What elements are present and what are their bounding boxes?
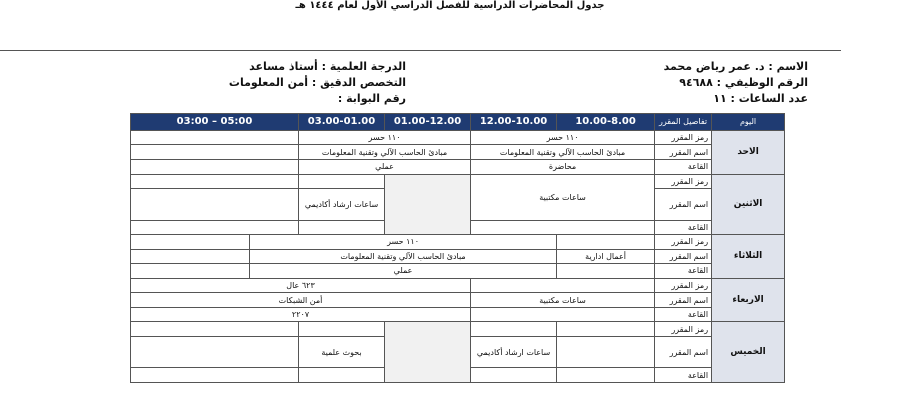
empty-cell [557, 336, 655, 368]
hours-count: عدد الساعات : ١١ [713, 92, 808, 105]
empty-cell [131, 336, 299, 368]
row-label-name: اسم المقرر [655, 189, 712, 221]
table-row [131, 174, 785, 189]
empty-cell [131, 189, 299, 221]
wed-office: ساعات مكتبية [471, 293, 655, 308]
wed-code: ٦٢٣ عال [131, 278, 471, 293]
empty-cell [131, 368, 299, 383]
header-slot-5: 05:00 – 03:00 [131, 114, 299, 131]
row-label-name: اسم المقرر [655, 293, 712, 308]
empty-cell [131, 160, 299, 175]
empty-cell [557, 368, 655, 383]
row-label-code: رمز المقرر [655, 278, 712, 293]
empty-cell [299, 368, 385, 383]
empty-cell [131, 174, 299, 189]
table-row [131, 293, 785, 308]
sun-name-a: مبادئ الحاسب الآلي وتقنية المعلومات [471, 145, 655, 160]
header-slot-3: 01.00-12.00 [385, 114, 471, 131]
header-divider [0, 50, 841, 51]
tue-admin: أعمال ادارية [557, 249, 655, 264]
table-row [131, 307, 785, 322]
table-row [131, 130, 785, 145]
empty-cell [471, 278, 655, 293]
row-label-code: رمز المقرر [655, 322, 712, 337]
header-details: تفاصيل المقرر [655, 114, 712, 131]
instructor-name: الاسم : د. عمر رياض محمد [663, 60, 808, 73]
empty-cell [299, 220, 385, 235]
job-number: الرقم الوظيفي : ٩٤٦٨٨ [679, 76, 808, 89]
row-label-code: رمز المقرر [655, 130, 712, 145]
header-slot-1: 10.00-8.00 [557, 114, 655, 131]
empty-cell [131, 145, 299, 160]
sun-code-a: ١١٠ حسر [471, 130, 655, 145]
sun-room-a: محاضرة [471, 160, 655, 175]
sun-code-b: ١١٠ حسر [299, 130, 471, 145]
empty-cell [557, 322, 655, 337]
row-label-room: القاعة [655, 220, 712, 235]
row-label-name: اسم المقرر [655, 249, 712, 264]
day-tuesday: الثلاثاء [712, 235, 785, 279]
mon-office: ساعات مكتبية [471, 174, 655, 220]
row-label-name: اسم المقرر [655, 145, 712, 160]
row-label-code: رمز المقرر [655, 235, 712, 250]
tue-code: ١١٠ حسر [250, 235, 557, 250]
header-slot-4: 03.00-01.00 [299, 114, 385, 131]
tue-room: عملي [250, 264, 557, 279]
table-row [131, 145, 785, 160]
empty-cell [557, 264, 655, 279]
gate-number: رقم البوابة : [337, 92, 406, 105]
row-label-room: القاعة [655, 264, 712, 279]
day-wednesday: الاربعاء [712, 278, 785, 322]
specialty: التخصص الدقيق : أمن المعلومات [228, 76, 406, 89]
empty-cell [557, 235, 655, 250]
day-monday: الاثنين [712, 174, 785, 235]
row-label-code: رمز المقرر [655, 174, 712, 189]
table-row [131, 264, 785, 279]
empty-cell [131, 235, 250, 250]
schedule-table [130, 113, 785, 383]
page-title: جدول المحاضرات الدراسية للفصل الدراسي الأول لعام ١٤٤٤ هـ [295, 0, 605, 11]
wed-name: أمن الشبكات [131, 293, 471, 308]
wed-room: ٢٢٠٧ [131, 307, 471, 322]
table-row [131, 160, 785, 175]
table-row [131, 235, 785, 250]
tue-name: مبادئ الحاسب الآلي وتقنية المعلومات [250, 249, 557, 264]
empty-cell [131, 220, 299, 235]
thu-advising: ساعات ارشاد أكاديمي [471, 336, 557, 368]
empty-cell [131, 264, 250, 279]
header-day: اليوم [712, 114, 785, 131]
empty-cell [299, 322, 385, 337]
empty-cell [131, 322, 299, 337]
empty-cell [471, 220, 655, 235]
shaded-cell [385, 322, 471, 383]
shaded-cell [385, 174, 471, 235]
empty-cell [131, 130, 299, 145]
empty-cell [131, 249, 250, 264]
header-slot-2: 12.00-10.00 [471, 114, 557, 131]
day-sunday: الاحد [712, 130, 785, 174]
row-label-room: القاعة [655, 368, 712, 383]
thu-research: بحوث علمية [299, 336, 385, 368]
academic-degree: الدرجة العلمية : أستاذ مساعد [249, 60, 406, 73]
row-label-room: القاعة [655, 160, 712, 175]
empty-cell [299, 174, 385, 189]
row-label-room: القاعة [655, 307, 712, 322]
empty-cell [471, 307, 655, 322]
table-row [131, 249, 785, 264]
table-row [131, 278, 785, 293]
mon-advising: ساعات ارشاد أكاديمي [299, 189, 385, 221]
sun-room-b: عملي [299, 160, 471, 175]
sun-name-b: مبادئ الحاسب الآلي وتقنية المعلومات [299, 145, 471, 160]
empty-cell [471, 322, 557, 337]
table-row [131, 322, 785, 337]
header-row [131, 114, 785, 131]
row-label-name: اسم المقرر [655, 336, 712, 368]
day-thursday: الخميس [712, 322, 785, 383]
empty-cell [471, 368, 557, 383]
